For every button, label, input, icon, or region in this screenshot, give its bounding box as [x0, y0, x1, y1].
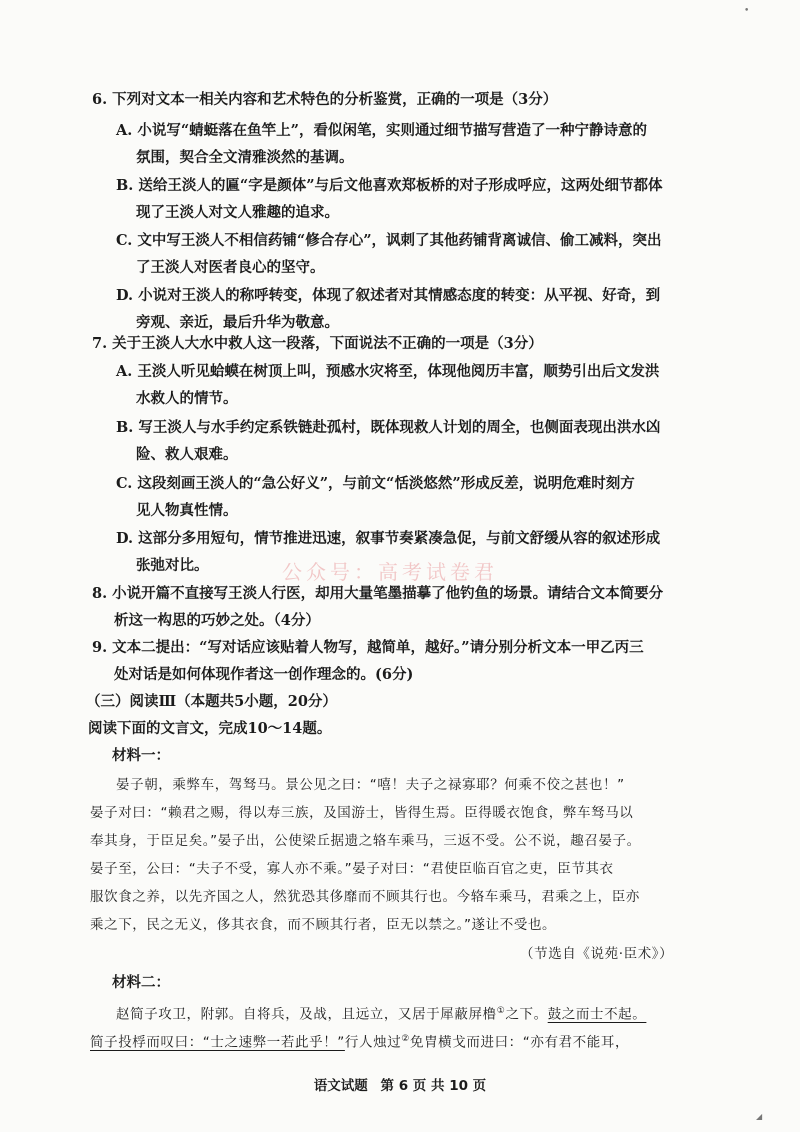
q7-option-b-cont: 险、救人艰难。 — [136, 446, 238, 463]
material-1-line-5: 服饮食之养，以先齐国之人，然犹恐其侈靡而不顾其行也。今辂车乘马，君乘之上，臣亦 — [90, 889, 640, 905]
q7-option-a-cont: 水救人的情节。 — [136, 390, 238, 407]
material-1-line-2: 晏子对曰：“赖君之赐，得以寿三族，及国游士，皆得生焉。臣得暖衣饱食，弊车驽马以 — [90, 805, 634, 821]
footer-subject: 语文试题 — [313, 1078, 368, 1094]
watermark: 公众号：高考试卷君 — [282, 560, 498, 584]
section-3-instruction: 阅读下面的文言文，完成10～14题。 — [88, 720, 332, 737]
material-2-line-2-text-a: 行人烛过 — [344, 1034, 402, 1051]
footer-page-number: 第 6 页 共 10 页 — [380, 1078, 487, 1094]
material-1-source: （节选自《说苑·臣术》） — [520, 946, 674, 962]
q8-line-2: 析这一构思的巧妙之处。（4分） — [114, 612, 320, 629]
q6-option-b-cont: 现了王淡人对文人雅趣的追求。 — [136, 204, 339, 221]
material-1-line-3: 奉其身，于臣足矣。”晏子出，公使梁丘据遗之辂车乘马，三返不受。公不说，趣召晏子。 — [90, 833, 641, 849]
material-2-line-1 — [116, 1001, 646, 1025]
q6-option-a: A. 小说写“蜻蜓落在鱼竿上”，看似闲笔，实则通过细节描写营造了一种宁静诗意的 — [116, 122, 648, 139]
q7-option-b: B. 写王淡人与水手约定系铁链赴孤村，既体现救人计划的周全，也侧面表现出洪水凶 — [116, 419, 661, 436]
material-1-title: 材料一： — [112, 747, 170, 764]
material-2-title: 材料二： — [112, 974, 170, 991]
material-2-line-1-text-a: 赵简子攻卫，附郭。自将兵，及战，且远立，又居于犀蔽屏橹 — [116, 1006, 497, 1023]
q6-option-c: C. 文中写王淡人不相信药铺“修合存心”，讽刺了其他药铺背离诚信、偷工减料，突出 — [116, 232, 662, 249]
q7-stem: 7. 关于王淡人大水中救人这一段落，下面说法不正确的一项是（3分） — [92, 335, 543, 352]
material-2-underlined-sentence-1: 鼓之而士不起。 — [547, 1006, 647, 1023]
q6-option-a-cont: 氛围，契合全文清雅淡然的基调。 — [136, 149, 354, 166]
material-1-line-4: 晏子至，公曰：“夫子不受，寡人亦不乘。”晏子对曰：“君使臣临百官之吏，臣节其衣 — [90, 861, 614, 877]
corner-dot-mark: • — [744, 6, 750, 16]
q6-option-d-cont: 旁观、亲近，最后升华为敬意。 — [136, 314, 339, 331]
material-2-line-2 — [90, 1029, 629, 1053]
q6-stem: 6. 下列对文本一相关内容和艺术特色的分析鉴赏，正确的一项是（3分） — [92, 91, 558, 108]
q7-option-a: A. 王淡人听见蛤蟆在树顶上叫，预感水灾将至，体现他阅历丰富，顺势引出后文发洪 — [116, 363, 660, 380]
footnote-1-marker: ① — [496, 1006, 506, 1016]
q9-line-2: 处对话是如何体现作者这一创作理念的。(6分) — [114, 666, 414, 683]
q8-line-1: 8. 小说开篇不直接写王淡人行医，却用大量笔墨描摹了他钓鱼的场景。请结合文本简要分 — [92, 585, 664, 602]
corner-arrow-mark: ◢ — [756, 1112, 763, 1121]
q6-option-c-cont: 了王淡人对医者良心的坚守。 — [136, 259, 325, 276]
material-2-line-2-text-b: 免胄横戈而进曰：“亦有君不能耳， — [409, 1034, 630, 1051]
q7-option-c-cont: 见人物真性情。 — [136, 502, 238, 519]
q7-option-c: C. 这段刻画王淡人的“急公好义”，与前文“恬淡悠然”形成反差，说明危难时刻方 — [116, 475, 635, 492]
material-2-line-1-text-b: 之下。 — [505, 1006, 548, 1023]
q7-option-d-cont: 张弛对比。 — [136, 557, 209, 574]
q6-option-b: B. 送给王淡人的匾“字是颜体”与后文他喜欢郑板桥的对子形成呼应，这两处细节都体 — [116, 177, 663, 194]
section-3-header: （三）阅读Ⅲ（本题共5小题，20分） — [86, 693, 337, 710]
q9-line-1: 9. 文本二提出：“写对话应该贴着人物写，越简单，越好。”请分别分析文本一甲乙丙三 — [92, 639, 644, 656]
footnote-2-marker: ② — [401, 1034, 410, 1044]
material-2-underlined-sentence-2: 简子投桴而叹曰：“士之速弊一若此乎！” — [90, 1034, 345, 1051]
material-1-line-1: 晏子朝，乘弊车，驾驽马。景公见之曰：“嘻！夫子之禄寡耶？何乘不佼之甚也！” — [116, 777, 625, 793]
q6-option-d: D. 小说对王淡人的称呼转变，体现了叙述者对其情感态度的转变：从平视、好奇，到 — [116, 287, 661, 304]
q7-option-d: D. 这部分多用短句，情节推进迅速，叙事节奏紧凑急促，与前文舒缓从容的叙述形成 — [116, 530, 661, 547]
page-footer — [0, 1074, 800, 1094]
material-1-line-6: 乘之下，民之无义，侈其衣食，而不顾其行者，臣无以禁之。”遂让不受也。 — [90, 917, 557, 933]
